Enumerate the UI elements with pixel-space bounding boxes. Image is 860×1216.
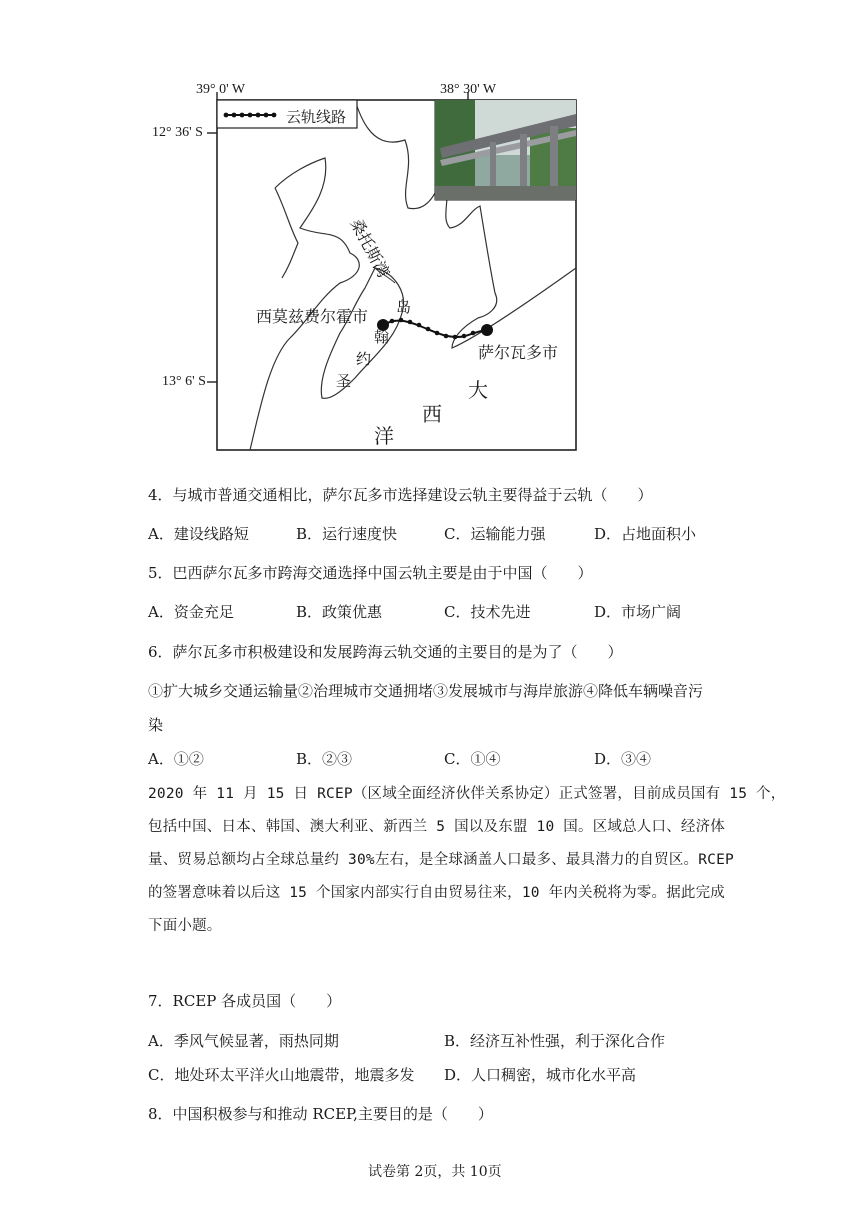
question-6-statements-line1: ①扩大城乡交通运输量②治理城市交通拥堵③发展城市与海岸旅游④降低车辆噪音污 <box>148 682 704 700</box>
island-char-4: 圣 <box>336 372 352 390</box>
ocean-char-xi: 西 <box>422 402 442 426</box>
question-5-option-d: D．市场广阔 <box>594 603 682 621</box>
question-7-option-c: C．地处环太平洋火山地震带，地震多发 <box>148 1066 415 1084</box>
question-7-option-d: D．人口稠密，城市化水平高 <box>444 1066 637 1084</box>
question-6-option-b: B．②③ <box>296 750 353 768</box>
question-6-option-d: D．③④ <box>594 750 652 768</box>
question-6-option-c: C．①④ <box>444 750 501 768</box>
question-7-option-a: A．季风气候显著，雨热同期 <box>148 1032 339 1050</box>
ocean-char-yang: 洋 <box>374 424 394 448</box>
question-6-statements-line2: 染 <box>148 716 164 734</box>
question-4-stem: 4．与城市普通交通相比，萨尔瓦多市选择建设云轨主要得益于云轨（ ） <box>148 486 653 504</box>
latitude-label-north: 12° 36' S <box>152 125 203 140</box>
question-5-option-c: C．技术先进 <box>444 603 531 621</box>
question-4-option-d: D．占地面积小 <box>594 525 697 543</box>
page-footer: 试卷第 2页，共 10页 <box>368 1164 502 1180</box>
island-char-3: 约 <box>356 350 372 368</box>
legend-label: 云轨线路 <box>286 108 347 126</box>
question-5-option-b: B．政策优惠 <box>296 603 383 621</box>
map-figure <box>152 78 590 458</box>
passage-line-3: 量、贸易总额均占全球总量约 30%左右，是全球涵盖人口最多、最具潜力的自贸区。RCEP <box>148 852 734 868</box>
ocean-char-da: 大 <box>468 378 488 402</box>
island-char-1: 岛 <box>396 298 412 316</box>
latitude-label-south: 13° 6' S <box>162 374 206 389</box>
question-5-option-a: A．资金充足 <box>148 603 234 621</box>
monorail-photo <box>435 100 576 200</box>
question-7-stem: 7．RCEP 各成员国（ ） <box>148 992 342 1010</box>
station-east-marker <box>481 324 493 336</box>
passage-line-4: 的签署意味着以后这 15 个国家内部实行自由贸易往来，10 年内关税将为零。据此完成 <box>148 885 726 901</box>
longitude-label-west: 39° 0' W <box>196 82 246 97</box>
passage-line-2: 包括中国、日本、韩国、澳大利亚、新西兰 5 国以及东盟 10 国。区域总人口、经济体 <box>148 819 726 835</box>
question-5-stem: 5．巴西萨尔瓦多市跨海交通选择中国云轨主要是由于中国（ ） <box>148 564 593 582</box>
bay-label: 桑托斯湾 <box>346 215 394 281</box>
question-6-stem: 6．萨尔瓦多市积极建设和发展跨海云轨交通的主要目的是为了（ ） <box>148 643 623 661</box>
question-4-option-b: B．运行速度快 <box>296 525 398 543</box>
island-char-2: 翰 <box>374 328 390 346</box>
longitude-label-east: 38° 30' W <box>440 82 497 97</box>
question-8-stem: 8．中国积极参与和推动 RCEP,主要目的是（ ） <box>148 1105 493 1123</box>
question-4-option-a: A．建设线路短 <box>148 525 249 543</box>
city-west-label: 西莫兹费尔霍市 <box>256 307 369 326</box>
city-east-label: 萨尔瓦多市 <box>478 343 559 362</box>
question-7-option-b: B．经济互补性强，利于深化合作 <box>444 1032 666 1050</box>
passage-line-5: 下面小题。 <box>148 918 222 934</box>
question-4-option-c: C．运输能力强 <box>444 525 546 543</box>
question-6-option-a: A．①② <box>148 750 204 768</box>
passage-line-1: 2020 年 11 月 15 日 RCEP（区域全面经济伙伴关系协定）正式签署，目前成员国有 15 个， <box>148 786 786 802</box>
